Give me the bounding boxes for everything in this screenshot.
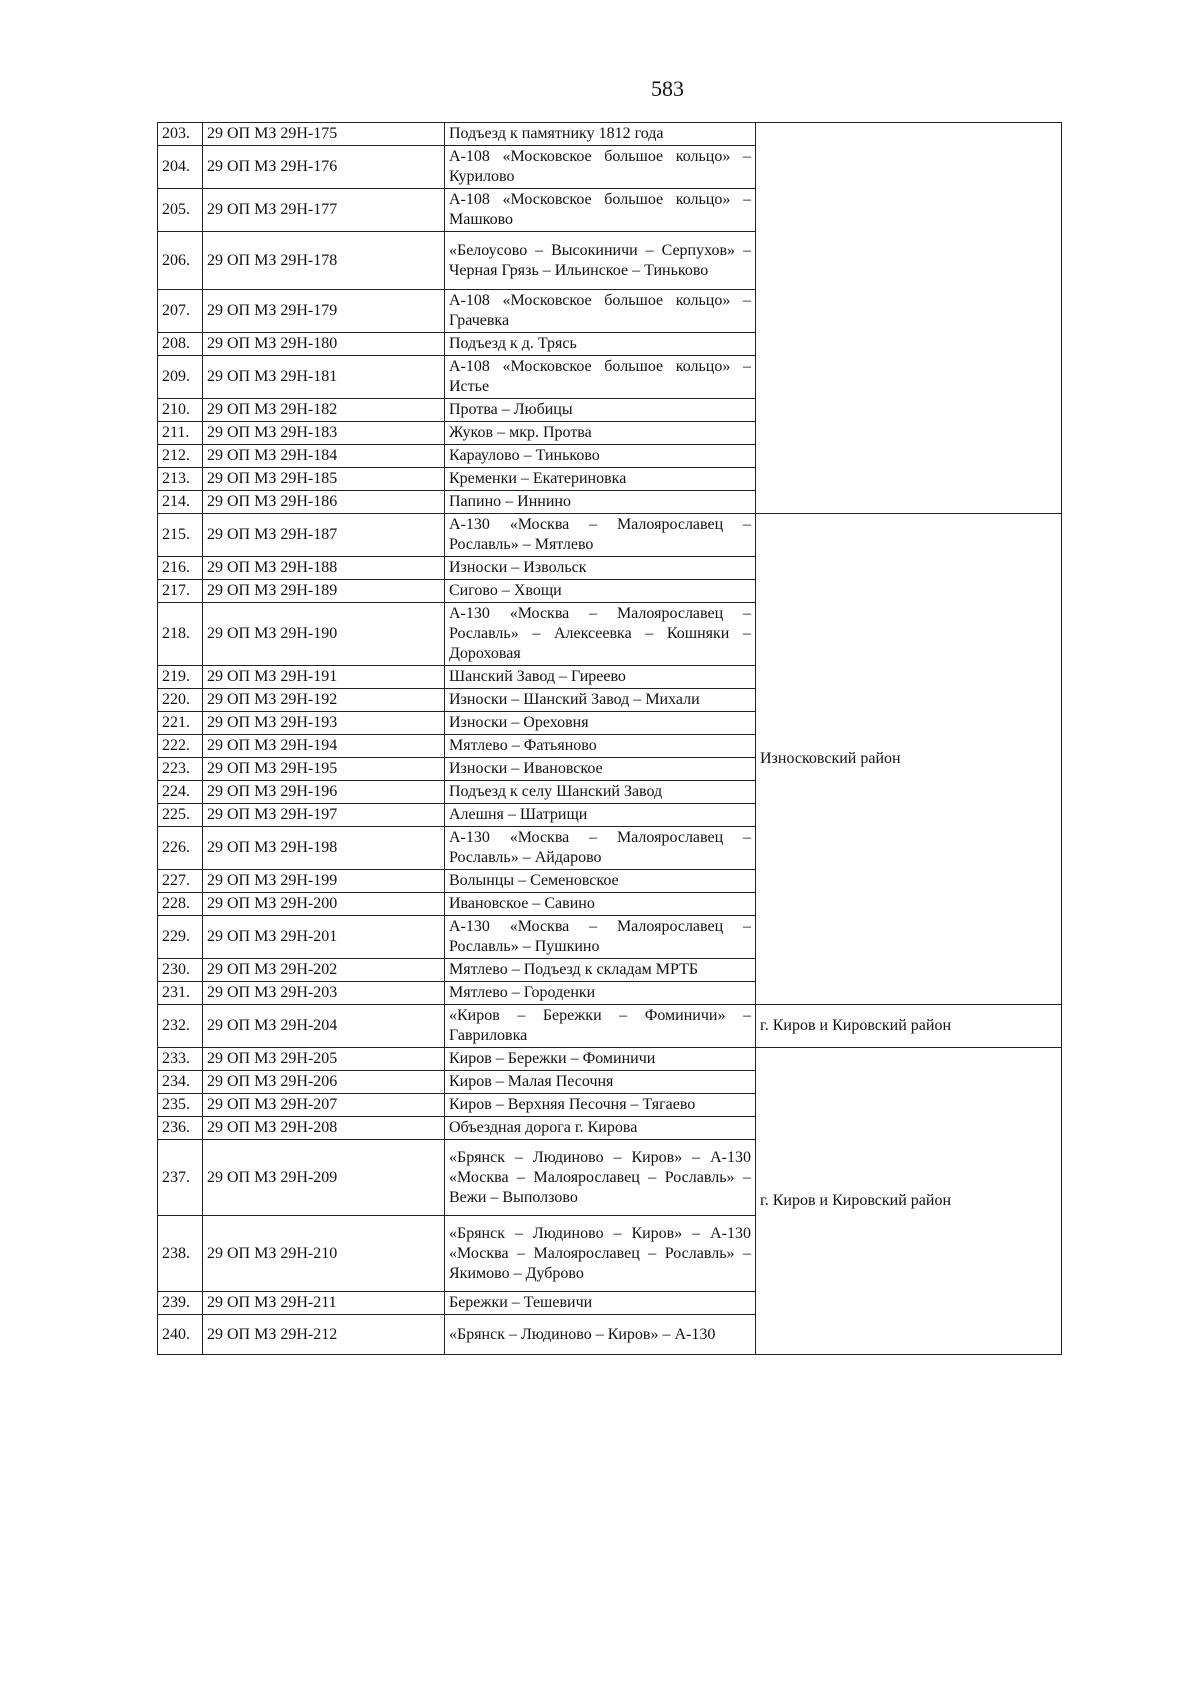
- road-name: Бережки – Тешевичи: [445, 1292, 756, 1315]
- row-number: 236.: [158, 1117, 203, 1140]
- road-code: 29 ОП МЗ 29Н-202: [203, 959, 445, 982]
- row-number: 204.: [158, 146, 203, 189]
- road-code: 29 ОП МЗ 29Н-188: [203, 557, 445, 580]
- road-name: Мятлево – Фатьяново: [445, 735, 756, 758]
- road-code: 29 ОП МЗ 29Н-210: [203, 1216, 445, 1292]
- road-code: 29 ОП МЗ 29Н-185: [203, 468, 445, 491]
- row-number: 208.: [158, 333, 203, 356]
- road-code: 29 ОП МЗ 29Н-206: [203, 1071, 445, 1094]
- road-name: Мятлево – Подъезд к складам МРТБ: [445, 959, 756, 982]
- row-number: 220.: [158, 689, 203, 712]
- road-code: 29 ОП МЗ 29Н-203: [203, 982, 445, 1005]
- road-name: Караулово – Тиньково: [445, 445, 756, 468]
- row-number: 216.: [158, 557, 203, 580]
- road-code: 29 ОП МЗ 29Н-211: [203, 1292, 445, 1315]
- road-code: 29 ОП МЗ 29Н-183: [203, 422, 445, 445]
- road-name: Ивановское – Савино: [445, 893, 756, 916]
- table-row: [158, 123, 1062, 146]
- row-number: 227.: [158, 870, 203, 893]
- row-number: 221.: [158, 712, 203, 735]
- road-name: Износки – Ореховня: [445, 712, 756, 735]
- row-number: 214.: [158, 491, 203, 514]
- road-name: Износки – Извольск: [445, 557, 756, 580]
- road-code: 29 ОП МЗ 29Н-179: [203, 290, 445, 333]
- row-number: 240.: [158, 1315, 203, 1355]
- table-row: [158, 1005, 1062, 1048]
- row-number: 213.: [158, 468, 203, 491]
- road-code: 29 ОП МЗ 29Н-208: [203, 1117, 445, 1140]
- road-name: Протва – Любицы: [445, 399, 756, 422]
- road-code: 29 ОП МЗ 29Н-193: [203, 712, 445, 735]
- road-code: 29 ОП МЗ 29Н-199: [203, 870, 445, 893]
- road-code: 29 ОП МЗ 29Н-201: [203, 916, 445, 959]
- road-code: 29 ОП МЗ 29Н-187: [203, 514, 445, 557]
- row-number: 206.: [158, 232, 203, 290]
- road-name: Киров – Верхняя Песочня – Тягаево: [445, 1094, 756, 1117]
- row-number: 209.: [158, 356, 203, 399]
- road-code: 29 ОП МЗ 29Н-182: [203, 399, 445, 422]
- roads-table: [157, 122, 1062, 1355]
- road-name: Подъезд к селу Шанский Завод: [445, 781, 756, 804]
- road-name: «Киров – Бережки – Фоминичи» – Гавриловка: [445, 1005, 756, 1048]
- road-code: 29 ОП МЗ 29Н-204: [203, 1005, 445, 1048]
- row-number: 232.: [158, 1005, 203, 1048]
- row-number: 218.: [158, 603, 203, 666]
- row-number: 234.: [158, 1071, 203, 1094]
- row-number: 207.: [158, 290, 203, 333]
- row-number: 210.: [158, 399, 203, 422]
- road-code: 29 ОП МЗ 29Н-186: [203, 491, 445, 514]
- row-number: 215.: [158, 514, 203, 557]
- road-name: А-108 «Московское большое кольцо» – Истье: [445, 356, 756, 399]
- road-name: Подъезд к памятнику 1812 года: [445, 123, 756, 146]
- road-code: 29 ОП МЗ 29Н-184: [203, 445, 445, 468]
- road-name: Жуков – мкр. Протва: [445, 422, 756, 445]
- row-number: 212.: [158, 445, 203, 468]
- road-name: А-108 «Московское большое кольцо» – Машково: [445, 189, 756, 232]
- road-name: А-130 «Москва – Малоярославец – Рославль» – Алексеевка – Кошняки – Дороховая: [445, 603, 756, 666]
- row-number: 222.: [158, 735, 203, 758]
- road-code: 29 ОП МЗ 29Н-178: [203, 232, 445, 290]
- row-number: 217.: [158, 580, 203, 603]
- row-number: 231.: [158, 982, 203, 1005]
- district-cell: Износковский район: [756, 514, 1062, 1005]
- road-name: А-108 «Московское большое кольцо» – Грачевка: [445, 290, 756, 333]
- road-code: 29 ОП МЗ 29Н-180: [203, 333, 445, 356]
- row-number: 230.: [158, 959, 203, 982]
- road-name: «Брянск – Людиново – Киров» – А-130 «Москва – Малоярославец – Рославль» – Якимово – Дуброво: [445, 1216, 756, 1292]
- district-cell: [756, 123, 1062, 514]
- road-name: А-130 «Москва – Малоярославец – Рославль» – Айдарово: [445, 827, 756, 870]
- district-cell: г. Киров и Кировский район: [756, 1005, 1062, 1048]
- row-number: 205.: [158, 189, 203, 232]
- row-number: 229.: [158, 916, 203, 959]
- road-name: А-130 «Москва – Малоярославец – Рославль» – Пушкино: [445, 916, 756, 959]
- row-number: 235.: [158, 1094, 203, 1117]
- road-code: 29 ОП МЗ 29Н-205: [203, 1048, 445, 1071]
- road-code: 29 ОП МЗ 29Н-190: [203, 603, 445, 666]
- road-name: Износки – Ивановское: [445, 758, 756, 781]
- road-name: А-108 «Московское большое кольцо» – Курилово: [445, 146, 756, 189]
- page-number: 583: [651, 76, 684, 101]
- row-number: 226.: [158, 827, 203, 870]
- road-code: 29 ОП МЗ 29Н-200: [203, 893, 445, 916]
- road-name: Кременки – Екатериновка: [445, 468, 756, 491]
- road-code: 29 ОП МЗ 29Н-189: [203, 580, 445, 603]
- road-code: 29 ОП МЗ 29Н-176: [203, 146, 445, 189]
- road-code: 29 ОП МЗ 29Н-177: [203, 189, 445, 232]
- road-code: 29 ОП МЗ 29Н-194: [203, 735, 445, 758]
- road-name: Папино – Иннино: [445, 491, 756, 514]
- table-row: [158, 514, 1062, 557]
- row-number: 203.: [158, 123, 203, 146]
- row-number: 225.: [158, 804, 203, 827]
- row-number: 223.: [158, 758, 203, 781]
- road-code: 29 ОП МЗ 29Н-175: [203, 123, 445, 146]
- road-code: 29 ОП МЗ 29Н-191: [203, 666, 445, 689]
- district-cell: г. Киров и Кировский район: [756, 1048, 1062, 1355]
- road-name: Сигово – Хвощи: [445, 580, 756, 603]
- road-name: Алешня – Шатрищи: [445, 804, 756, 827]
- road-code: 29 ОП МЗ 29Н-212: [203, 1315, 445, 1355]
- row-number: 211.: [158, 422, 203, 445]
- road-name: Киров – Бережки – Фоминичи: [445, 1048, 756, 1071]
- road-name: А-130 «Москва – Малоярославец – Рославль» – Мятлево: [445, 514, 756, 557]
- road-name: Шанский Завод – Гиреево: [445, 666, 756, 689]
- road-name: Подъезд к д. Трясь: [445, 333, 756, 356]
- road-code: 29 ОП МЗ 29Н-192: [203, 689, 445, 712]
- road-name: Мятлево – Городенки: [445, 982, 756, 1005]
- road-name: Износки – Шанский Завод – Михали: [445, 689, 756, 712]
- road-name: Объездная дорога г. Кирова: [445, 1117, 756, 1140]
- road-code: 29 ОП МЗ 29Н-196: [203, 781, 445, 804]
- road-code: 29 ОП МЗ 29Н-207: [203, 1094, 445, 1117]
- road-name: «Брянск – Людиново – Киров» – А-130: [445, 1315, 756, 1355]
- road-code: 29 ОП МЗ 29Н-209: [203, 1140, 445, 1216]
- row-number: 219.: [158, 666, 203, 689]
- table-row: [158, 1048, 1062, 1071]
- road-name: «Белоусово – Высокиничи – Серпухов» – Черная Грязь – Ильинское – Тиньково: [445, 232, 756, 290]
- row-number: 224.: [158, 781, 203, 804]
- row-number: 239.: [158, 1292, 203, 1315]
- row-number: 238.: [158, 1216, 203, 1292]
- road-name: Киров – Малая Песочня: [445, 1071, 756, 1094]
- row-number: 233.: [158, 1048, 203, 1071]
- row-number: 228.: [158, 893, 203, 916]
- road-code: 29 ОП МЗ 29Н-198: [203, 827, 445, 870]
- road-code: 29 ОП МЗ 29Н-181: [203, 356, 445, 399]
- road-name: «Брянск – Людиново – Киров» – А-130 «Москва – Малоярославец – Рославль» – Вежи – Выползово: [445, 1140, 756, 1216]
- road-code: 29 ОП МЗ 29Н-197: [203, 804, 445, 827]
- road-code: 29 ОП МЗ 29Н-195: [203, 758, 445, 781]
- row-number: 237.: [158, 1140, 203, 1216]
- road-name: Волынцы – Семеновское: [445, 870, 756, 893]
